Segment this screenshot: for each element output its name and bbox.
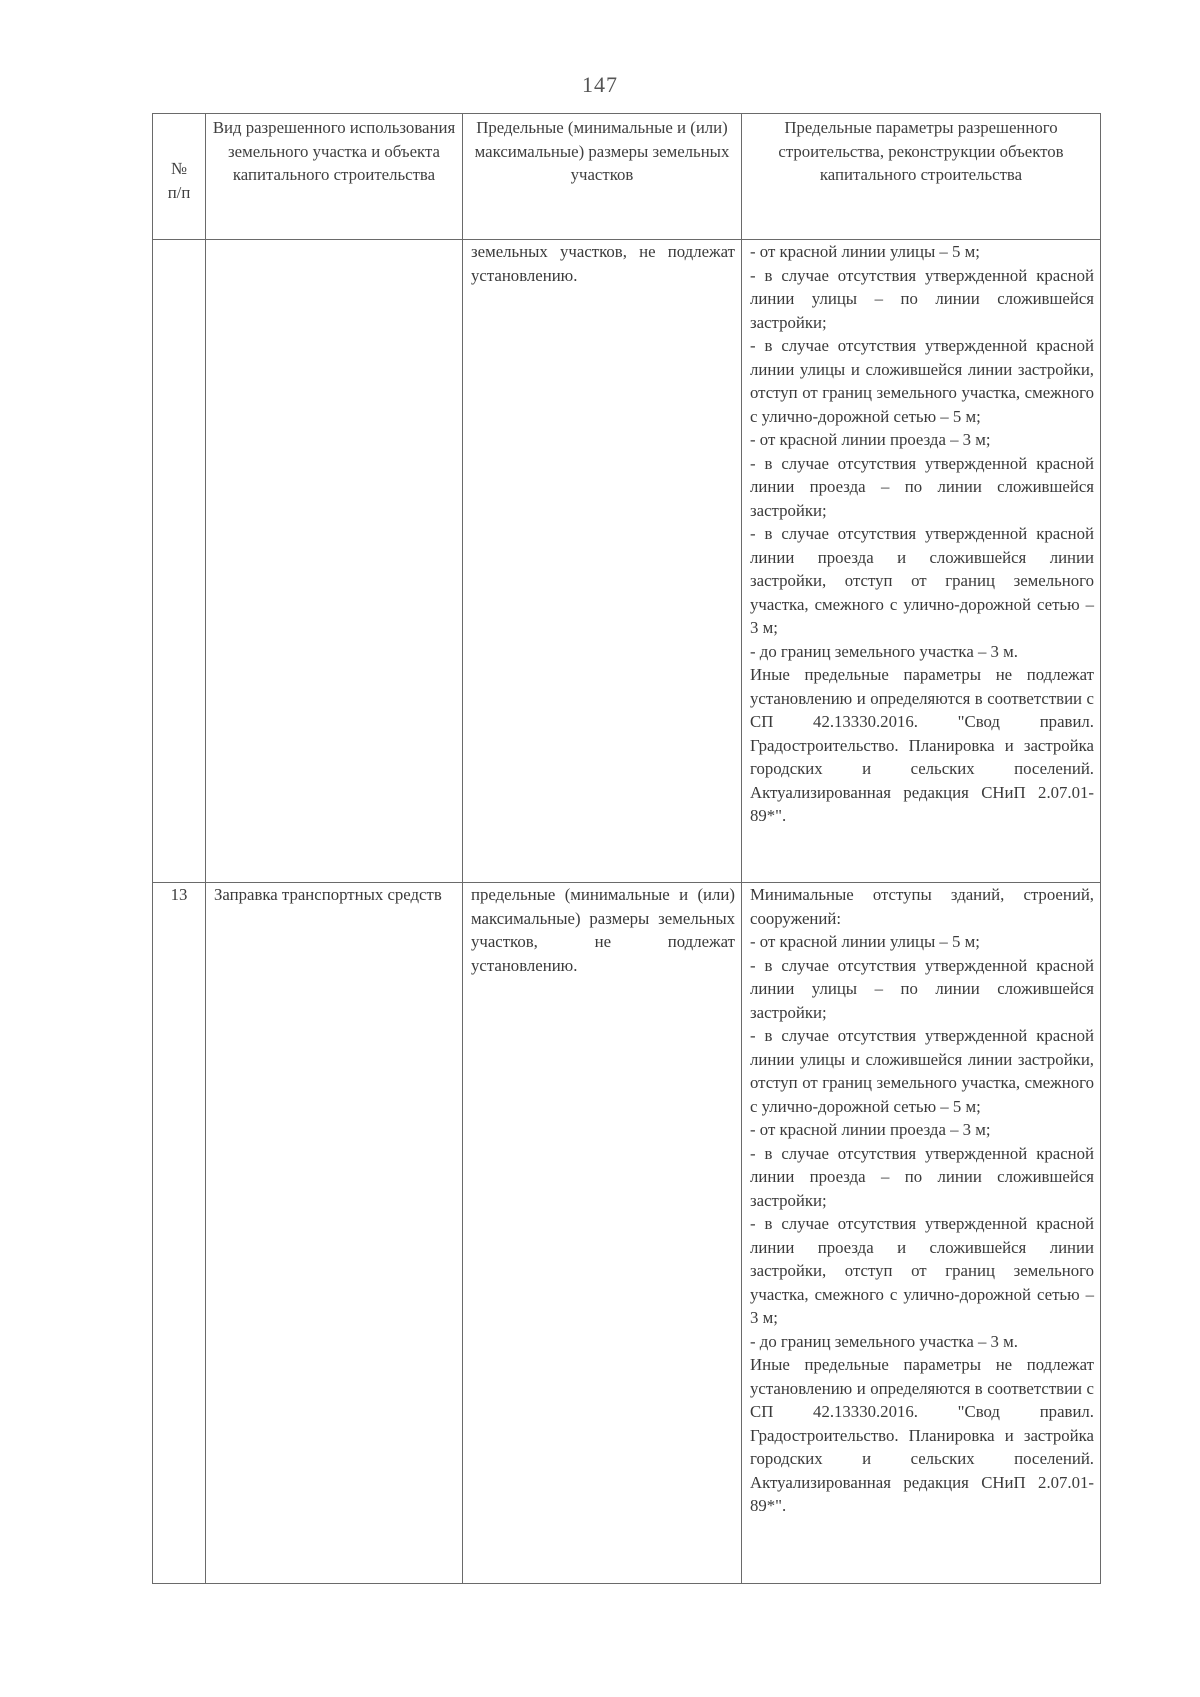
table-header-row [153, 114, 1101, 240]
header-use-type: Вид разрешенного использования земельного участка и объекта капитального строительства [206, 114, 463, 240]
page-number: 147 [582, 72, 618, 97]
param-line: - от красной линии проезда – 3 м; [750, 1120, 991, 1139]
param-line: - в случае отсутствия утвержденной красной линии улицы – по линии сложившейся застройки; [750, 265, 1094, 332]
param-line: - от красной линии улицы – 5 м; [750, 932, 980, 951]
header-build-params: Предельные параметры разрешенного строительства, реконструкции объектов капитального строительства [742, 114, 1101, 240]
param-line: - до границ земельного участка – 3 м. [750, 1331, 1018, 1351]
use-type-cell [206, 240, 463, 883]
params-cell [742, 240, 1101, 883]
plot-sizes-cell: предельные (минимальные и (или) максимальные) размеры земельных участков, не подлежат установлению. [463, 883, 742, 1584]
param-line: - в случае отсутствия утвержденной красной линии улицы и сложившейся линии застройки, отступ от границ земельного участка, смежного с улично-дорожной сетью – 5 м; [750, 1026, 1094, 1116]
row-number-cell: 13 [153, 883, 206, 1584]
param-line: - в случае отсутствия утвержденной красной линии проезда и сложившейся линии застройки, отступ от границ земельного участка, смежного с улично-дорожной сетью – 3 м; [750, 1214, 1094, 1327]
row-number-cell [153, 240, 206, 883]
params-cell [742, 883, 1101, 1584]
param-line: - от красной линии проезда – 3 м; [750, 430, 991, 449]
param-line: - в случае отсутствия утвержденной красной линии проезда и сложившейся линии застройки, отступ от границ земельного участка, смежного с улично-дорожной сетью – 3 м; [750, 524, 1094, 637]
use-type-cell: Заправка транспортных средств [206, 883, 463, 1584]
regulations-table [152, 113, 1101, 1584]
param-line: - в случае отсутствия утвержденной красной линии проезда – по линии сложившейся застройки; [750, 1143, 1094, 1210]
param-line: Иные предельные параметры не подлежат установлению и определяются в соответствии с СП 42.13330.2016. "Свод правил. Градостроительство. Планировка и застройка городских и сельских поселений. Актуализированная редакция СНиП 2.07.01-89*". [750, 665, 1094, 825]
header-plot-sizes: Предельные (минимальные и (или) максимальные) размеры земельных участков [463, 114, 742, 240]
table-row [153, 883, 1101, 1584]
header-number: № п/п [153, 114, 206, 240]
param-line: - в случае отсутствия утвержденной красной линии улицы – по линии сложившейся застройки; [750, 955, 1094, 1022]
param-line: Иные предельные параметры не подлежат установлению и определяются в соответствии с СП 42.13330.2016. "Свод правил. Градостроительство. Планировка и застройка городских и сельских поселений. Актуализированная редакция СНиП 2.07.01-89*". [750, 1355, 1094, 1515]
table-row [153, 240, 1101, 883]
param-line: - до границ земельного участка – 3 м. [750, 641, 1018, 661]
plot-sizes-cell: земельных участков, не подлежат установлению. [463, 240, 742, 883]
param-line: - от красной линии улицы – 5 м; [750, 242, 980, 261]
param-line: Минимальные отступы зданий, строений, сооружений: [750, 885, 1094, 928]
param-line: - в случае отсутствия утвержденной красной линии улицы и сложившейся линии застройки, отступ от границ земельного участка, смежного с улично-дорожной сетью – 5 м; [750, 336, 1094, 426]
param-line: - в случае отсутствия утвержденной красной линии проезда – по линии сложившейся застройки; [750, 453, 1094, 520]
